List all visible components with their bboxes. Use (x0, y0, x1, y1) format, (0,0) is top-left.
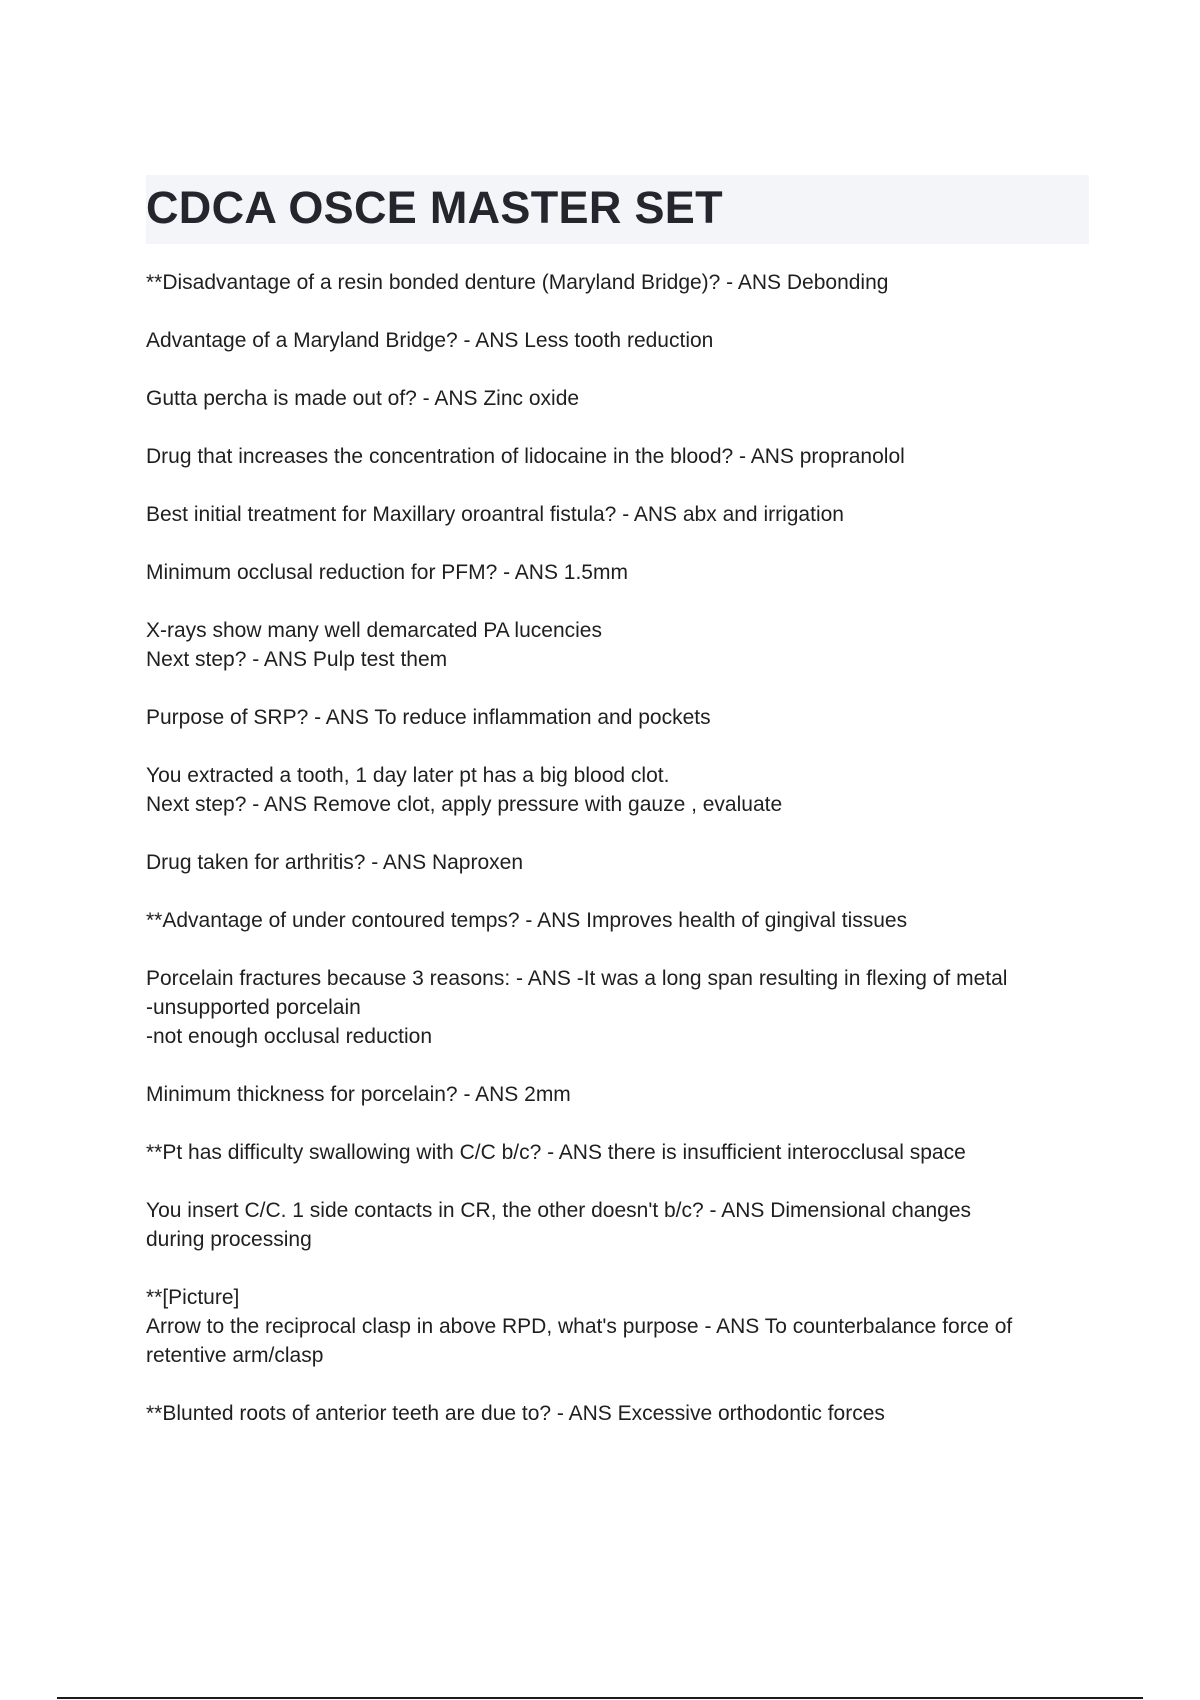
qa-item (146, 761, 1096, 819)
footer-rule (57, 1697, 1143, 1699)
qa-line: Next step? - ANS Pulp test them (146, 648, 448, 671)
qa-item (146, 964, 1096, 1051)
qa-item (146, 1080, 1096, 1109)
qa-line: Arrow to the reciprocal clasp in above RPD, what's purpose - ANS To counterbalance force of (146, 1315, 1013, 1338)
qa-line: Best initial treatment for Maxillary oroantral fistula? - ANS abx and irrigation (146, 503, 844, 526)
qa-line: Gutta percha is made out of? - ANS Zinc oxide (146, 387, 580, 410)
qa-line: Minimum occlusal reduction for PFM? - ANS 1.5mm (146, 561, 628, 584)
qa-line: Drug that increases the concentration of lidocaine in the blood? - ANS propranolol (146, 445, 905, 468)
qa-line: You insert C/C. 1 side contacts in CR, the other doesn't b/c? - ANS Dimensional changes (146, 1199, 971, 1222)
qa-item (146, 616, 1096, 674)
qa-line: Advantage of a Maryland Bridge? - ANS Less tooth reduction (146, 329, 714, 352)
qa-line: retentive arm/clasp (146, 1344, 324, 1367)
qa-item (146, 1399, 1096, 1428)
qa-line: You extracted a tooth, 1 day later pt has a big blood clot. (146, 764, 670, 787)
qa-item (146, 703, 1096, 732)
qa-line: Drug taken for arthritis? - ANS Naproxen (146, 851, 523, 874)
qa-item (146, 500, 1096, 529)
qa-line: **Pt has difficulty swallowing with C/C b/c? - ANS there is insufficient interocclusal space (146, 1141, 966, 1164)
qa-item (146, 326, 1096, 355)
qa-list (146, 268, 1096, 1457)
qa-line: X-rays show many well demarcated PA lucencies (146, 619, 602, 642)
qa-item (146, 558, 1096, 587)
qa-line: **Blunted roots of anterior teeth are due to? - ANS Excessive orthodontic forces (146, 1402, 885, 1425)
qa-line: Porcelain fractures because 3 reasons: - ANS -It was a long span resulting in flexing of metal (146, 967, 1008, 990)
qa-item (146, 1138, 1096, 1167)
qa-line: Purpose of SRP? - ANS To reduce inflammation and pockets (146, 706, 711, 729)
qa-line: **Advantage of under contoured temps? - ANS Improves health of gingival tissues (146, 909, 908, 932)
qa-item (146, 442, 1096, 471)
qa-line: Minimum thickness for porcelain? - ANS 2mm (146, 1083, 571, 1106)
document-title: CDCA OSCE MASTER SET (146, 182, 723, 233)
qa-line: Next step? - ANS Remove clot, apply pressure with gauze , evaluate (146, 793, 783, 816)
qa-line: -not enough occlusal reduction (146, 1025, 433, 1048)
qa-item (146, 848, 1096, 877)
qa-item (146, 1283, 1096, 1370)
qa-item (146, 906, 1096, 935)
qa-item (146, 1196, 1096, 1254)
qa-line: **Disadvantage of a resin bonded denture (Maryland Bridge)? - ANS Debonding (146, 271, 889, 294)
qa-line: -unsupported porcelain (146, 996, 361, 1019)
qa-line: **[Picture] (146, 1286, 240, 1309)
qa-line: during processing (146, 1228, 312, 1251)
qa-item (146, 268, 1096, 297)
qa-item (146, 384, 1096, 413)
